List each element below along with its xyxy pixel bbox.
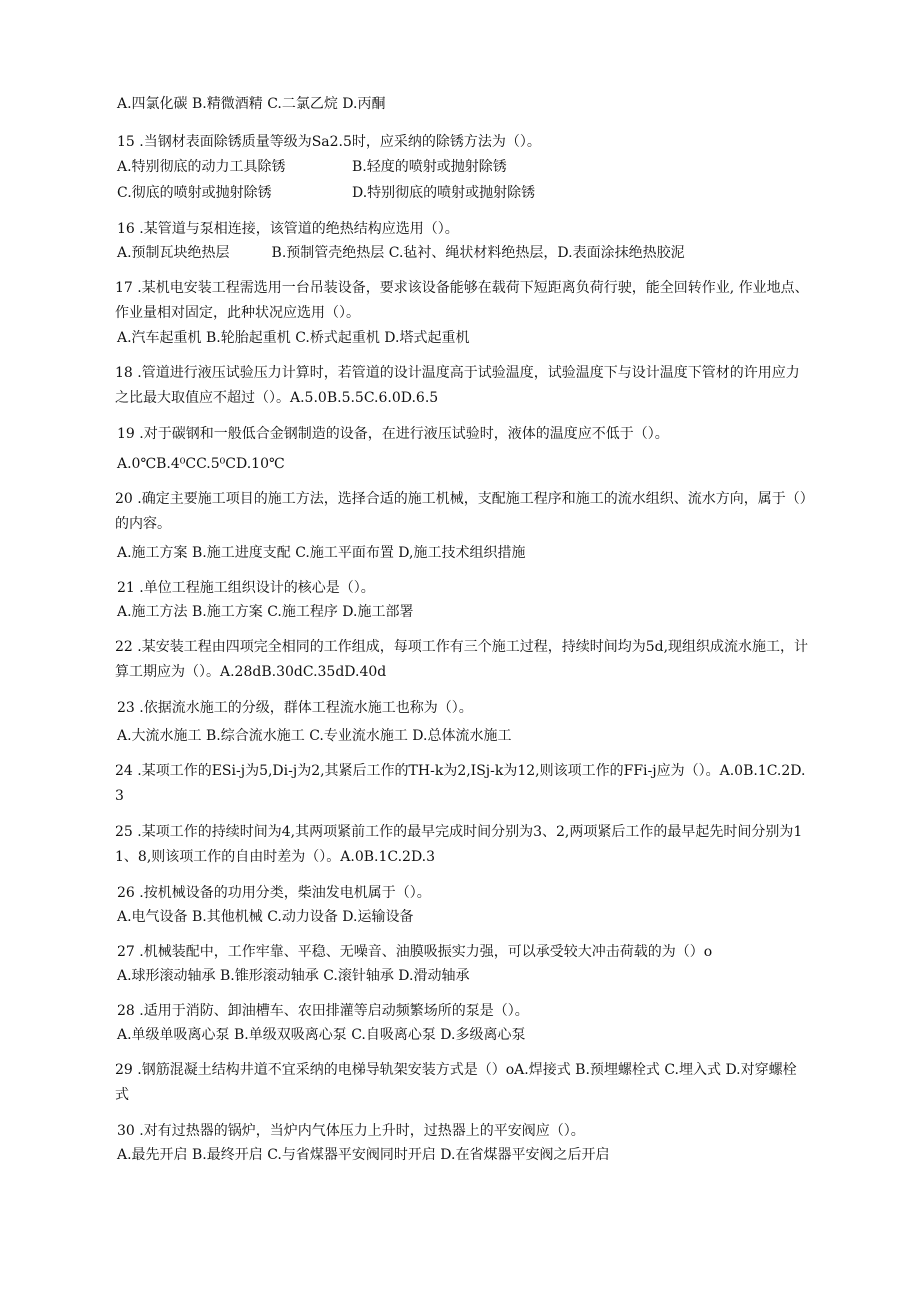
- question-20: [117, 487, 807, 565]
- question-21: [117, 576, 807, 624]
- options-line: A.最先开启 B.最终开启 C.与省煤器平安阀同时开启 D.在省煤器平安阀之后开启: [117, 1147, 610, 1163]
- question-28: [117, 999, 807, 1047]
- question-27: [117, 940, 807, 988]
- question-26: [117, 881, 807, 929]
- options-line: A.球形滚动轴承 B.锥形滚动轴承 C.滚针轴承 D.滑动轴承: [117, 968, 470, 984]
- question-stem: 19 .对于碳钢和一般低合金钢制造的设备，在进行液压试验时，液体的温度应不低于（）。: [117, 426, 669, 442]
- question-stem: 17 .某机电安装工程需选用一台吊装设备，要求该设备能够在载荷下短距离负荷行驶，能全回转作业, 作业地点、作业量相对固定，此种状况应选用（）。: [115, 280, 809, 321]
- question-stem: 15 .当钢材表面除锈质量等级为Sa2.5时，应采纳的除锈方法为（）。: [117, 134, 541, 150]
- question-17: [117, 276, 807, 350]
- question-19: [117, 422, 807, 476]
- question-stem: 18 .管道进行液压试验压力计算时，若管道的设计温度高于试验温度，试验温度下与设计温度下管材的许用应力之比最大取值应不超过（）。A.5.0B.5.5C.6.0D.6.5: [115, 365, 800, 406]
- question-24: [117, 759, 807, 809]
- question-stem: 30 .对有过热器的锅炉，当炉内气体压力上升时，过热器上的平安阀应（）。: [117, 1123, 585, 1139]
- options-line: A.电气设备 B.其他机械 C.动力设备 D.运输设备: [117, 909, 414, 925]
- option-d: D.特别彻底的喷射或抛射除锈: [352, 185, 536, 201]
- question-30: [117, 1119, 807, 1167]
- question-23: [117, 696, 807, 748]
- question-22: [117, 635, 807, 685]
- question-stem: 22 .某安装工程由四项完全相同的工作组成，每项工作有三个施工过程，持续时间均为5d,现组织成流水施工，计算工期应为（）。A.28dB.30dC.35dD.40d: [115, 639, 809, 680]
- option-b: B.轻度的喷射或抛射除锈: [352, 159, 507, 175]
- question-stem: 21 .单位工程施工组织设计的核心是（）。: [117, 580, 375, 596]
- question-14-options: [117, 92, 807, 116]
- question-stem: 25 .某项工作的持续时间为4,其两项紧前工作的最早完成时间分别为3、2,两项紧后工作的最早起先时间分别为11、8,则该项工作的自由时差为（）。A.0B.1C.2D.3: [115, 824, 803, 865]
- options-line: A.预制瓦块绝热层 B.预制管壳绝热层 C.毡衬、绳状材料绝热层，D.表面涂抹绝热胶泥: [117, 245, 685, 261]
- question-25: [117, 820, 807, 870]
- question-stem: 29 .钢筋混凝土结构井道不宜采纳的电梯导轨架安装方式是（）oA.焊接式 B.预埋螺栓式 C.埋入式 D.对穿螺栓式: [115, 1062, 797, 1103]
- options-row: [117, 180, 807, 206]
- question-stem: 27 .机械装配中，工作牢靠、平稳、无噪音、油膜吸振实力强，可以承受较大冲击荷载的为（）o: [117, 944, 713, 960]
- options-line: A.单级单吸离心泵 B.单级双吸离心泵 C.自吸离心泵 D.多级离心泵: [117, 1027, 526, 1043]
- options-line: A.大流水施工 B.综合流水施工 C.专业流水施工 D.总体流水施工: [117, 728, 512, 744]
- question-16: [117, 217, 807, 265]
- options-line: A.0℃B.4⁰CC.5⁰CD.10℃: [117, 456, 285, 472]
- question-29: [117, 1058, 807, 1108]
- options-line: A.施工方法 B.施工方案 C.施工程序 D.施工部署: [117, 604, 414, 620]
- question-stem: 28 .适用于消防、卸油槽车、农田排灌等启动频繁场所的泵是（）。: [117, 1003, 529, 1019]
- options-line: A.四氯化碳 B.精微酒精 C.二氯乙烷 D.丙酮: [117, 96, 386, 112]
- question-stem: 26 .按机械设备的功用分类，柴油发电机属于（）。: [117, 885, 431, 901]
- question-18: [117, 361, 807, 411]
- options-row: [117, 154, 807, 180]
- question-stem: 24 .某项工作的ESi-j为5,Di-j为2,其紧后工作的TH-k为2,ISj-k为12,则该项工作的FFi-j应为（）。A.0B.1C.2D.3: [115, 763, 806, 804]
- question-15: [117, 130, 807, 206]
- question-stem: 20 .确定主要施工项目的施工方法，选择合适的施工机械，支配施工程序和施工的流水组织、流水方向，属于（）的内容。: [115, 491, 807, 532]
- question-stem: 16 .某管道与泵相连接，该管道的绝热结构应选用（）。: [117, 221, 459, 237]
- options-line: A.施工方案 B.施工进度支配 C.施工平面布置 D,施工技术组织措施: [117, 545, 526, 561]
- options-line: A.汽车起重机 B.轮胎起重机 C.桥式起重机 D.塔式起重机: [117, 330, 470, 346]
- option-c: C.彻底的喷射或抛射除锈: [117, 185, 272, 201]
- question-stem: 23 .依据流水施工的分级，群体工程流水施工也称为（）。: [117, 700, 473, 716]
- option-a: A.特别彻底的动力工具除锈: [117, 159, 286, 175]
- question-list: [117, 92, 807, 1167]
